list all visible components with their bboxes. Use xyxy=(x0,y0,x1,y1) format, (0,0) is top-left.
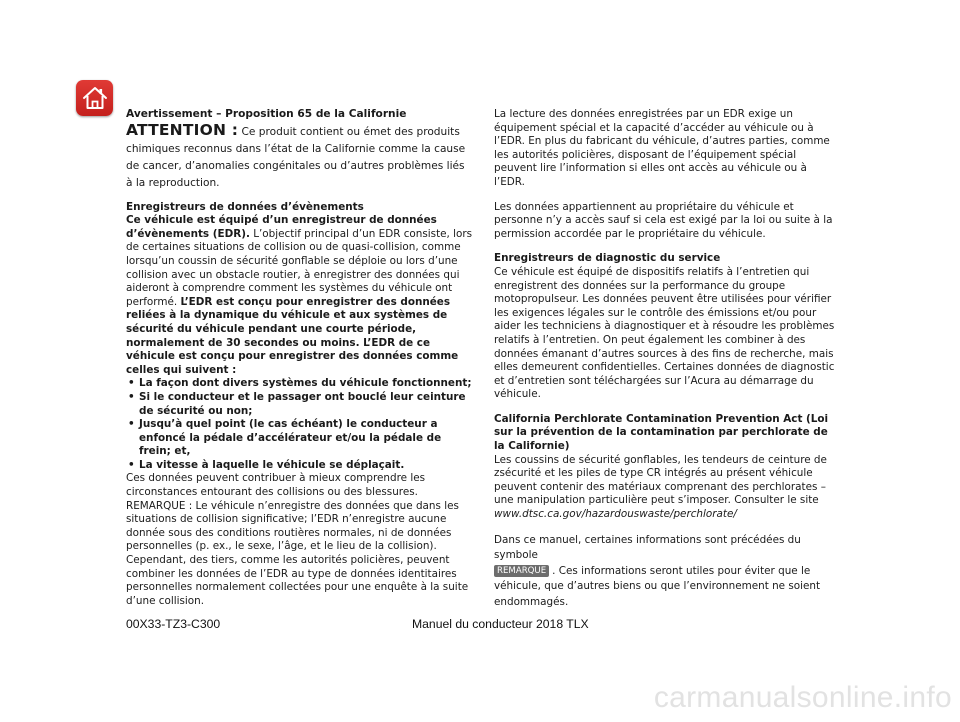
notice-text: . Ces informations seront utiles pour éviter que le véhicule, que d’autres biens ou que l’environnement ne soient endommagés. xyxy=(494,564,821,608)
watermark: carmanualsonline.info xyxy=(653,681,952,714)
attention-paragraph xyxy=(126,122,473,192)
list-item: • La façon dont divers systèmes du véhicule fonctionnent; xyxy=(126,377,473,391)
attention-word: ATTENTION : xyxy=(126,120,239,139)
edr-bold-intro: Ce véhicule est équipé d’un enregistreur de données d’évènements (EDR). xyxy=(126,214,437,240)
edr-bold-text: L’EDR est conçu pour enregistrer des données reliées à la dynamique du véhicule et aux systèmes de sécurité du véhicule pendant une courte période, normalement de 30 secondes ou moins. L’EDR de ce véhicule est conçu pour enregistrer des données comme celles qui suivent : xyxy=(126,295,459,376)
notice-intro: Dans ce manuel, certaines informations sont précédées du symbole xyxy=(494,533,801,562)
left-column xyxy=(126,108,473,608)
notice-paragraph xyxy=(494,533,839,611)
remarque-badge: REMARQUE xyxy=(494,565,549,577)
home-icon xyxy=(81,85,109,111)
list-item: • Si le conducteur et le passager ont bouclé leur ceinture de sécurité ou non; xyxy=(126,391,473,418)
perchlorate-url[interactable]: www.dtsc.ca.gov/hazardouswaste/perchlorate/ xyxy=(494,508,737,521)
edr-reading-paragraph: La lecture des données enregistrées par un EDR exige un équipement spécial et la capacité d’accéder au véhicule ou à l’EDR. En plus du fabricant du véhicule, d’autres parties, comme les autorités policières, disposant de l’équipement spécial peuvent lire l’information si elles ont accès au véhicule ou à l’EDR. xyxy=(494,108,830,188)
edr-bullet-list xyxy=(126,377,473,472)
perchlorate-paragraph: Les coussins de sécurité gonflables, les tendeurs de ceinture de zsécurité et les piles de type CR intégrés au présent véhicule peuvent contenir des matériaux comprenant des perchlorates – une manipulation particulière peut s’imposer. Consulter le site xyxy=(494,453,827,507)
list-item: • La vitesse à laquelle le véhicule se déplaçait. xyxy=(126,459,473,473)
attention-text: Ce produit contient ou émet des produits chimiques reconnus dans l’état de la Californie comme la cause de cancer, d’anomalies congénitales ou d’autres problèmes liés à la reproduction. xyxy=(126,125,466,189)
home-button[interactable] xyxy=(76,80,113,116)
edr-paragraph xyxy=(126,214,473,377)
list-item: • Jusqu’à quel point (le cas échéant) le conducteur a enfoncé la pédale d’accélérateur et/ou la pédale de frein; et, xyxy=(126,418,473,459)
right-column xyxy=(494,108,839,610)
perchlorate-heading: California Perchlorate Contamination Prevention Act (Loi sur la prévention de la contamination par perchlorate de la Californie) xyxy=(494,412,829,453)
edr-text: L’objectif principal d’un EDR consiste, lors de certaines situations de collision ou de quasi-collision, comme lorsqu’un coussin de sécurité gonflable se déploie ou lors d’une collision avec un obstacle routier, à enregistrer des données qui aideront à comprendre comment les systèmes du véhicule ont performé. xyxy=(126,227,473,308)
diagnostic-paragraph: Ce véhicule est équipé de dispositifs relatifs à l’entretien qui enregistrent des données sur la performance du groupe motopropulseur. Les données peuvent être utilisées pour vérifier les exigences légales sur le contrôle des émissions et/ou pour aider les techniciens à diagnostiquer et à résoudre les problèmes relatifs à l’entretien. On peut également les combiner à des données émanant d’autres sources à des fins de recherche, mais elles demeurent confidentielles. Certaines données de diagnostic et d’entretien sont téléchargées sur l’Acura au démarrage du véhicule. xyxy=(494,265,835,401)
manual-title: Manuel du conducteur 2018 TLX xyxy=(412,617,589,631)
prop65-heading: Avertissement – Proposition 65 de la Californie xyxy=(126,108,407,120)
diagnostic-heading: Enregistreurs de diagnostic du service xyxy=(494,252,721,265)
data-ownership-paragraph: Les données appartiennent au propriétaire du véhicule et personne n’y a accès sauf si cela est exigé par la loi ou suite à la permission accordée par le propriétaire du véhicule. xyxy=(494,200,833,240)
edr-after-text: Ces données peuvent contribuer à mieux comprendre les circonstances entourant des collisions ou des blessures. REMARQUE : Le véhicule n’enregistre des données que dans les situations de collision significative; l’EDR n’enregistre aucune donnée sous des conditions routières normales, ni de données personnelles (p. ex., le sexe, l’âge, et le lieu de la collision). Cependant, des tiers, comme les autorités policières, peuvent combiner les données de l’EDR au type de données identitaires personnelles normalement collectées pour une enquête à la suite d’une collision. xyxy=(126,472,469,607)
document-code: 00X33-TZ3-C300 xyxy=(126,617,221,631)
edr-heading: Enregistreurs de données d’évènements xyxy=(126,200,364,213)
